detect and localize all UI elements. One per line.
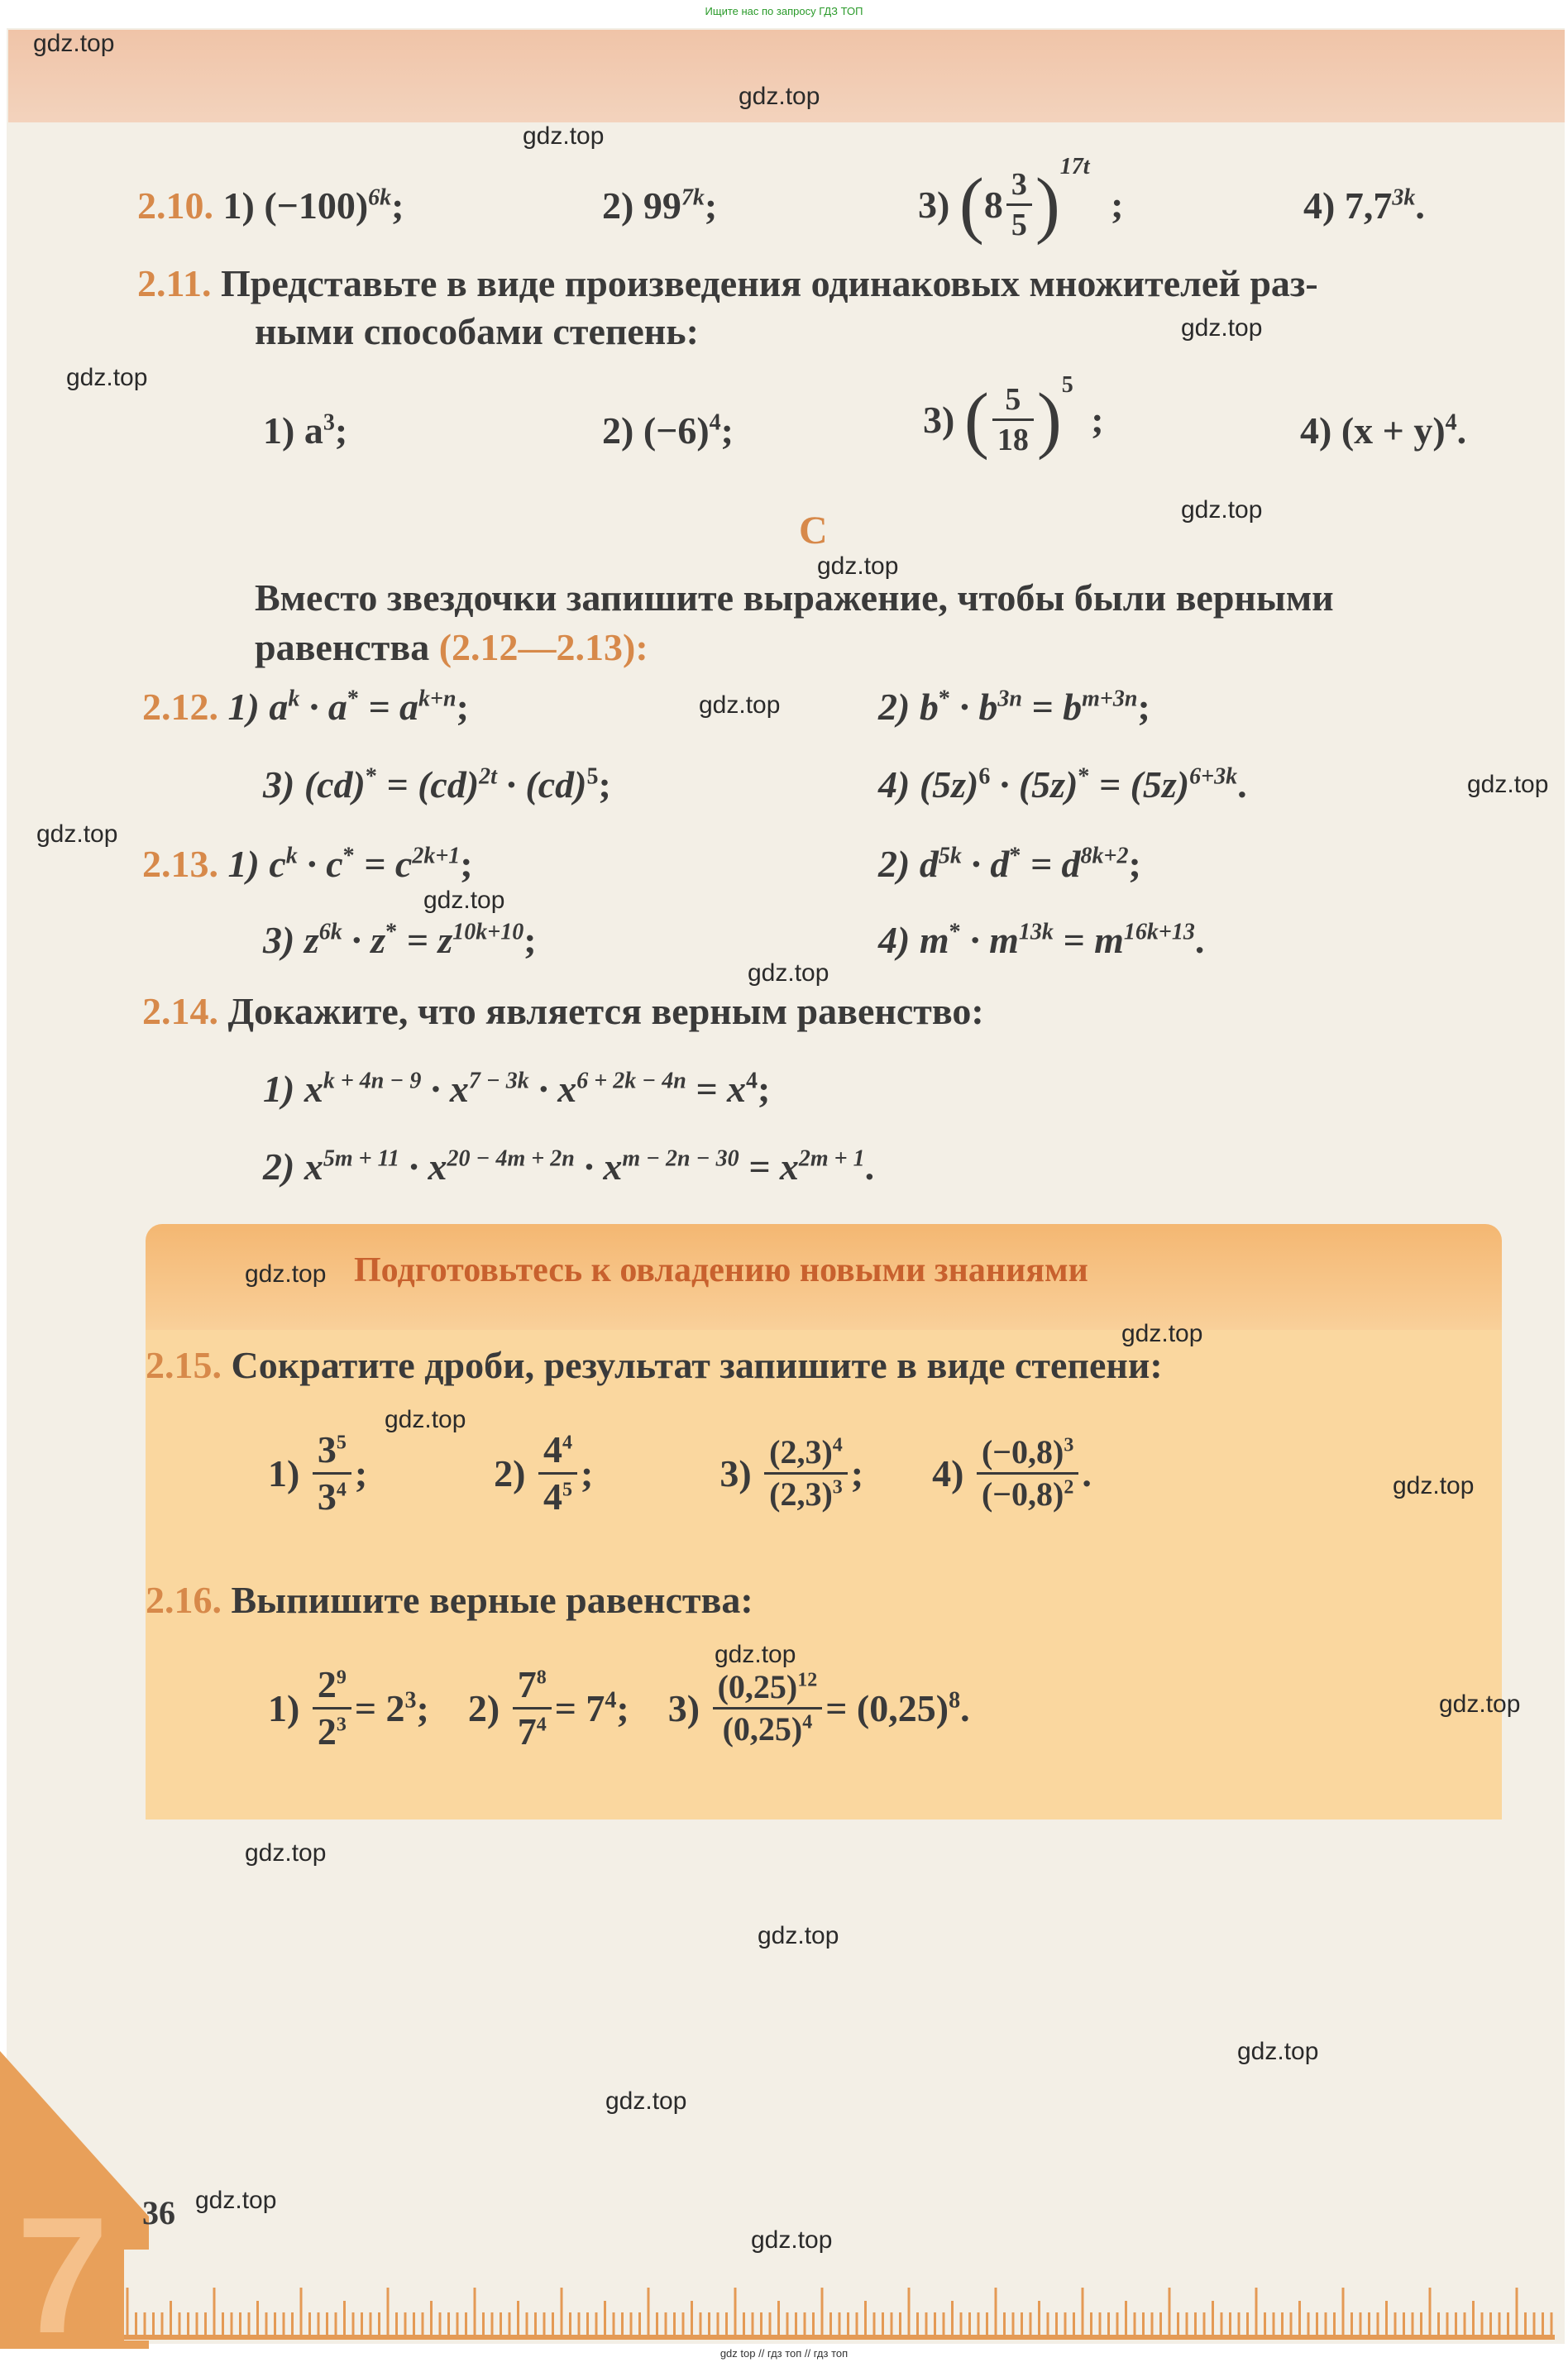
exponent: 10k+10 — [452, 919, 524, 945]
base: (2,3) — [769, 1433, 833, 1470]
watermark: gdz.top — [739, 83, 820, 110]
fraction-1 — [313, 1428, 351, 1518]
watermark: gdz.top — [1439, 1690, 1521, 1718]
corner-digit: 7 — [17, 2183, 109, 2349]
sep: ; — [523, 919, 537, 961]
watermark: gdz.top — [1181, 496, 1263, 524]
fraction-2 — [538, 1428, 577, 1518]
sep: ; — [616, 1687, 629, 1729]
term: · z — [342, 919, 386, 961]
term: = (cd) — [376, 763, 480, 806]
term: 4) m — [878, 919, 949, 961]
footer-note: gdz top // гдз топ // гдз топ — [719, 2347, 849, 2360]
exponent: 13k — [1018, 919, 1054, 945]
sep: ; — [354, 1452, 368, 1494]
sep: . — [960, 1687, 970, 1729]
base: 3 — [317, 1428, 337, 1470]
watermark: gdz.top — [715, 1641, 796, 1668]
paren-right: ) — [1036, 379, 1062, 461]
term: · (cd) — [496, 763, 587, 806]
problem-2-13-item-4 — [878, 918, 1204, 962]
exponent: 4 — [802, 1711, 813, 1733]
exponent: 3 — [336, 1714, 347, 1736]
exponent: 4 — [832, 1434, 843, 1456]
exponent: 3n — [997, 686, 1022, 712]
sep: ; — [720, 409, 734, 452]
term: · (5z) — [990, 763, 1078, 806]
exponent: 5 — [336, 1432, 347, 1454]
term: = c — [354, 843, 413, 885]
watermark: gdz.top — [1237, 2038, 1319, 2065]
term: 1) c — [227, 843, 286, 885]
watermark: gdz.top — [195, 2187, 277, 2214]
term: = d — [1021, 843, 1081, 885]
base: (2,3) — [769, 1475, 833, 1513]
label: 1) — [268, 1452, 300, 1494]
watermark: gdz.top — [699, 691, 781, 719]
problem-2-11-line-2: ными способами степень: — [255, 310, 699, 352]
term: = z — [397, 919, 453, 961]
exponent: * — [385, 919, 398, 945]
exponent: 4 — [536, 1714, 547, 1736]
paren-left: ( — [958, 164, 984, 246]
exponent: 20 − 4m + 2n — [447, 1145, 575, 1172]
exponent: 6 + 2k − 4n — [576, 1068, 686, 1094]
sep: . — [1237, 763, 1247, 806]
exponent: 2 — [1064, 1476, 1074, 1499]
sep: . — [864, 1145, 875, 1188]
statement: Докажите, что является верным равенство: — [227, 990, 984, 1032]
denominator: 18 — [997, 423, 1029, 457]
exponent: 2t — [479, 763, 497, 790]
problem-number: 2.10. — [137, 184, 213, 227]
label: 1) — [268, 1687, 300, 1729]
item-2: 2) (−6) — [602, 409, 710, 452]
ruler-decoration — [124, 2250, 1555, 2341]
base: 2 — [317, 1663, 337, 1705]
sep: ; — [850, 1452, 864, 1494]
exponent: 17t — [1059, 154, 1090, 179]
sep: ; — [598, 763, 611, 806]
problem-2-13-item-2 — [878, 842, 1141, 886]
fraction-1 — [313, 1663, 351, 1753]
problem-2-10-item-3 — [918, 154, 1124, 247]
exponent: 6k — [368, 184, 392, 211]
paren-left: ( — [963, 379, 989, 461]
item-3-label: 3) — [918, 184, 950, 226]
exponent: * — [938, 686, 950, 712]
problem-2-15-title — [146, 1343, 1163, 1387]
base: 2 — [317, 1710, 337, 1753]
watermark: gdz.top — [245, 1260, 327, 1288]
exponent: 12 — [797, 1669, 818, 1691]
sep: ; — [416, 1687, 429, 1729]
exponent: k — [285, 843, 298, 869]
exponent: * — [1078, 763, 1090, 790]
exponent: k+n — [418, 686, 457, 712]
sep: ; — [580, 1452, 594, 1494]
problem-2-14-eq-2 — [263, 1145, 874, 1188]
statement: Выпишите верные равенства: — [231, 1579, 753, 1621]
problem-2-16-equalities — [268, 1663, 970, 1753]
sep: . — [1415, 184, 1425, 227]
exponent: 4 — [1445, 409, 1457, 436]
exponent: * — [342, 843, 355, 869]
item-3-label: 3) — [923, 399, 955, 441]
watermark: gdz.top — [385, 1406, 466, 1433]
exponent: 6+3k — [1189, 763, 1238, 790]
watermark: gdz.top — [605, 2087, 687, 2115]
exponent: 7 − 3k — [468, 1068, 529, 1094]
exponent: * — [949, 919, 961, 945]
sep: ; — [1111, 184, 1124, 226]
exponent: 5 — [562, 1479, 572, 1501]
exponent: * — [347, 686, 359, 712]
exponent: k — [288, 686, 300, 712]
statement: Представьте в виде произведения одинаковых множителей раз- — [220, 262, 1318, 304]
exponent: 3 — [404, 1687, 417, 1714]
result: = 2 — [354, 1687, 405, 1729]
term: 1) x — [263, 1068, 323, 1110]
base: (−0,8) — [981, 1433, 1064, 1470]
numerator: 5 — [992, 384, 1034, 421]
label: 3) — [667, 1687, 700, 1729]
section-letter: C — [799, 509, 828, 552]
intro-range: (2.12—2.13): — [438, 626, 648, 668]
prep-banner-title: Подготовьтесь к овладению новыми знаниями — [354, 1251, 1088, 1289]
label: 2) — [494, 1452, 526, 1494]
problem-number: 2.13. — [142, 843, 218, 885]
term: · x — [528, 1068, 577, 1110]
fraction — [1006, 169, 1032, 241]
result: = 7 — [554, 1687, 605, 1729]
base: 7 — [517, 1710, 537, 1753]
sep: ; — [704, 184, 718, 227]
watermark: gdz.top — [66, 364, 148, 391]
exponent: 9 — [336, 1666, 347, 1689]
problem-2-11-item-3 — [923, 372, 1104, 462]
base: (0,25) — [722, 1710, 803, 1748]
term: 2) b — [878, 686, 939, 728]
sep: ; — [460, 843, 473, 885]
exponent: 5 — [1061, 372, 1073, 398]
exponent: 5k — [938, 843, 962, 869]
term: · b — [949, 686, 998, 728]
watermark: gdz.top — [758, 1922, 839, 1949]
problem-2-10 — [137, 184, 404, 227]
fraction-3 — [764, 1433, 848, 1513]
exponent: m − 2n − 30 — [622, 1145, 739, 1172]
term: 3) (cd) — [263, 763, 366, 806]
base: 7 — [517, 1663, 537, 1705]
whole: 8 — [983, 184, 1003, 226]
term: · m — [960, 919, 1019, 961]
problem-2-11-item-1 — [263, 409, 347, 452]
problem-2-11-item-2 — [602, 409, 734, 452]
exponent: 2m + 1 — [798, 1145, 865, 1172]
exponent: 3k — [1392, 184, 1416, 211]
sep: . — [1082, 1452, 1092, 1494]
exponent: 8 — [536, 1666, 547, 1689]
fraction-4 — [977, 1433, 1078, 1513]
problem-2-14-title — [142, 989, 984, 1033]
term: = x — [686, 1068, 747, 1110]
item-4: 4) 7,7 — [1303, 184, 1393, 227]
fraction-2 — [513, 1663, 552, 1753]
term: · x — [421, 1068, 469, 1110]
page-number: 36 — [142, 2194, 175, 2231]
sep: ; — [1091, 399, 1104, 441]
exponent: 5m + 11 — [323, 1145, 400, 1172]
watermark: gdz.top — [751, 2226, 833, 2254]
problem-2-11-item-4 — [1300, 409, 1466, 452]
item-2: 2) 99 — [602, 184, 681, 227]
watermark: gdz.top — [817, 552, 899, 580]
exponent: 6 — [978, 763, 991, 790]
exponent: 4 — [709, 409, 721, 436]
intro-text: равенства — [255, 626, 439, 668]
item-1: 1) a — [263, 409, 323, 452]
term: 2) x — [263, 1145, 323, 1188]
exponent: * — [365, 763, 377, 790]
intro-line-1: Вместо звездочки запишите выражение, чтобы были верными — [255, 576, 1334, 619]
exponent: m+3n — [1082, 686, 1138, 712]
result: = (0,25) — [825, 1687, 949, 1729]
term: = b — [1021, 686, 1083, 728]
exponent: 4 — [562, 1432, 572, 1454]
watermark: gdz.top — [1181, 314, 1263, 342]
sep: ; — [1128, 843, 1141, 885]
term: 2) d — [878, 843, 939, 885]
sep: ; — [1137, 686, 1150, 728]
problem-2-12-item-4 — [878, 763, 1247, 806]
problem-2-10-item-2 — [602, 184, 717, 227]
exponent: 16k+13 — [1123, 919, 1195, 945]
problem-number: 2.11. — [137, 262, 212, 304]
problem-2-13-item-3 — [263, 918, 537, 962]
base: 4 — [543, 1475, 562, 1518]
term: = (5z) — [1089, 763, 1190, 806]
exponent: 7k — [681, 184, 705, 211]
label: 2) — [467, 1687, 500, 1729]
problem-2-11-line-1 — [137, 261, 1318, 305]
term: = m — [1053, 919, 1124, 961]
term: 4) (5z) — [878, 763, 979, 806]
item-4: 4) (x + y) — [1300, 409, 1446, 452]
statement: Сократите дроби, результат запишите в виде степени: — [231, 1344, 1163, 1386]
exponent: 8 — [949, 1687, 961, 1714]
numerator: 3 — [1006, 169, 1032, 206]
sep: ; — [456, 686, 469, 728]
term: · d — [961, 843, 1010, 885]
paren-right: ) — [1035, 164, 1060, 246]
watermark: gdz.top — [1467, 771, 1549, 798]
sep: . — [1456, 409, 1467, 452]
sep: . — [1194, 919, 1205, 961]
term: 3) z — [263, 919, 319, 961]
problem-2-12-item-2 — [878, 685, 1150, 729]
watermark: gdz.top — [1121, 1320, 1203, 1347]
sep: ; — [334, 409, 348, 452]
term: = a — [358, 686, 419, 728]
exponent: 2k+1 — [412, 843, 461, 869]
problem-2-12-item-3 — [263, 763, 611, 806]
label: 3) — [719, 1452, 752, 1494]
watermark: gdz.top — [1393, 1472, 1475, 1499]
term: · a — [299, 686, 347, 728]
exponent: 3 — [832, 1476, 843, 1499]
watermark: gdz.top — [33, 30, 115, 57]
watermark: gdz.top — [36, 820, 118, 848]
term: · x — [574, 1145, 623, 1188]
exponent: k + 4n − 9 — [323, 1068, 422, 1094]
problem-2-12-item-1 — [142, 685, 469, 729]
term: = x — [739, 1145, 799, 1188]
fraction-3 — [713, 1668, 823, 1748]
label: 4) — [932, 1452, 964, 1494]
exponent: 3 — [1064, 1434, 1074, 1456]
problem-number: 2.15. — [146, 1344, 222, 1386]
fraction — [992, 384, 1034, 456]
item-1: 1) (−100) — [222, 184, 369, 227]
problem-2-16-title — [146, 1578, 753, 1622]
problem-2-10-item-4 — [1303, 184, 1425, 227]
exponent: 3 — [323, 409, 335, 436]
base: (0,25) — [717, 1668, 798, 1705]
watermark: gdz.top — [523, 122, 605, 150]
watermark: gdz.top — [748, 959, 829, 987]
problem-number: 2.12. — [142, 686, 218, 728]
exponent: 4 — [336, 1479, 347, 1501]
problem-2-14-eq-1 — [263, 1067, 770, 1111]
exponent: 4 — [605, 1687, 617, 1714]
denominator: 5 — [1011, 208, 1027, 242]
problem-number: 2.14. — [142, 990, 218, 1032]
exponent: 6k — [318, 919, 342, 945]
watermark: gdz.top — [245, 1839, 327, 1867]
intro-line-2 — [255, 625, 648, 669]
base: (−0,8) — [981, 1475, 1064, 1513]
exponent: 4 — [746, 1068, 758, 1094]
exponent: 5 — [586, 763, 599, 790]
term: · x — [399, 1145, 447, 1188]
base: 3 — [317, 1475, 337, 1518]
term: · c — [297, 843, 343, 885]
sep: ; — [758, 1068, 771, 1110]
term: 1) a — [227, 686, 289, 728]
top-note: Ищите нас по запросу ГДЗ ТОП — [705, 5, 863, 17]
problem-2-15-fractions — [268, 1428, 1092, 1518]
watermark: gdz.top — [423, 887, 505, 914]
problem-number: 2.16. — [146, 1579, 222, 1621]
problem-2-13-item-1 — [142, 842, 473, 886]
sep: ; — [391, 184, 404, 227]
exponent: 8k+2 — [1080, 843, 1129, 869]
exponent: * — [1009, 843, 1021, 869]
base: 4 — [543, 1428, 562, 1470]
